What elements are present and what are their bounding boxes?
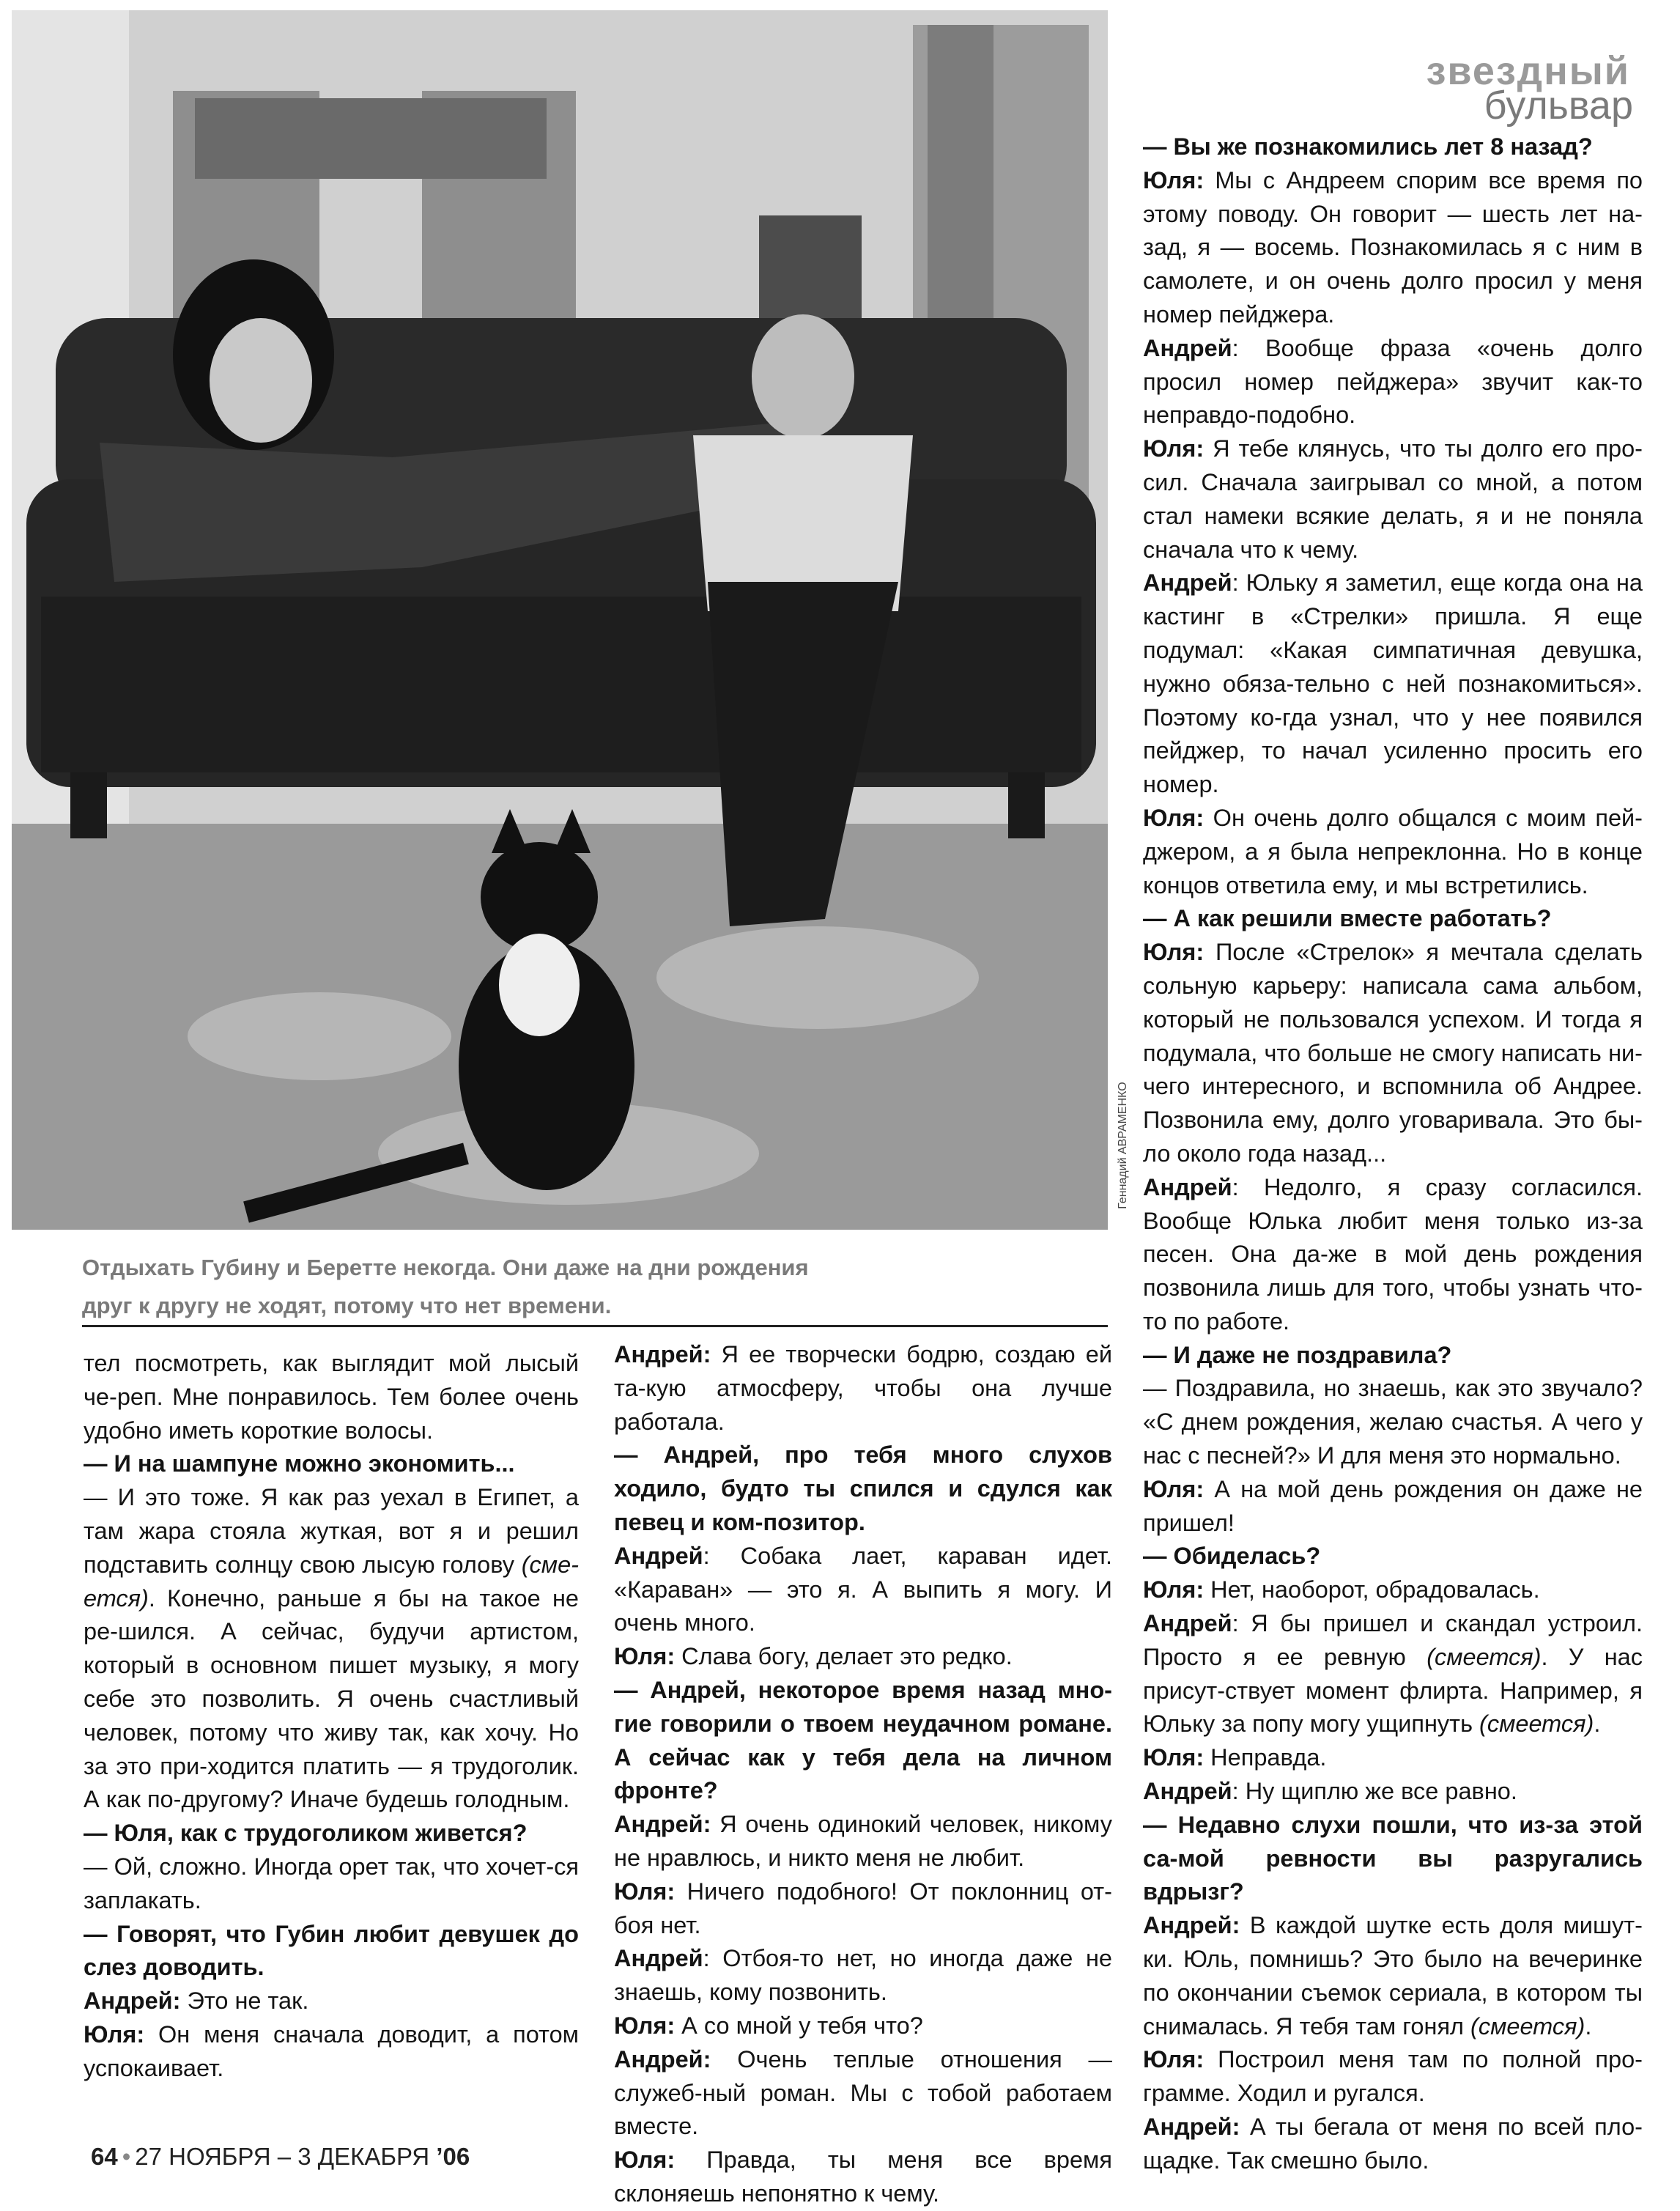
interview-paragraph <box>84 1347 579 1447</box>
interview-paragraph <box>1143 432 1643 566</box>
speaker-name: Юля: <box>614 1643 676 1670</box>
speaker-name: Андрей <box>1143 1173 1232 1200</box>
aside-text: (сме-ется) <box>84 1551 579 1612</box>
interview-question <box>1143 1540 1643 1573</box>
question-text: — Андрей, некоторое время назад мно-гие говорили о твоем неудачном романе. А сейчас как у тебя дела на личном фронте? <box>614 1676 1112 1804</box>
speaker-name: Андрей <box>614 1945 703 1972</box>
question-text: — Обиделась? <box>1143 1543 1321 1570</box>
interview-question <box>84 1817 579 1850</box>
paragraph-text: Это не так. <box>180 1987 309 2015</box>
speaker-name: Андрей: <box>1143 1912 1240 1939</box>
speaker-name: Юля: <box>1143 2046 1205 2073</box>
speaker-name: Юля: <box>1143 166 1205 193</box>
photo-caption <box>82 1249 1108 1325</box>
caption-line: друг к другу не ходят, потому что нет времени. <box>82 1293 612 1318</box>
interview-question <box>614 1439 1112 1539</box>
paragraph-text: Очень теплые отношения — служеб-ный роман. Мы с тобой работаем вместе. <box>614 2045 1112 2140</box>
speaker-name: Юля: <box>1143 804 1205 831</box>
paragraph-text: : Юльку я заметил, еще когда она на кастинг в «Стрелки» пришла. Я еще подумал: «Какая симпатичная девушка, нужно обяза-тельно с ней познакомиться». Поэтому ко-гда узнал, что у нее появился пейджер, то начал усиленно просить его номер. <box>1143 569 1643 798</box>
paragraph-text: Он меня сначала доводит, а потом успокаивает. <box>84 2020 579 2081</box>
interview-paragraph <box>1143 2043 1643 2111</box>
paragraph-text: А со мной у тебя что? <box>675 2012 923 2039</box>
paragraph-text: : Отбоя-то нет, но иногда даже не знаешь, кому позвонить. <box>614 1945 1112 2006</box>
interview-paragraph <box>84 2018 579 2086</box>
paragraph-text: . <box>1594 1710 1601 1738</box>
interview-paragraph <box>1143 802 1643 902</box>
speaker-name: Андрей <box>1143 1610 1232 1637</box>
question-text: — И даже не поздравила? <box>1143 1341 1452 1368</box>
interview-paragraph <box>1143 566 1643 802</box>
paragraph-text: . Конечно, раньше я бы на такое не ре-шился. А сейчас, будучи артистом, который в основном пишет музыку, я могу себе это позволить. Я очень счастливый человек, потому что живу так, как хочу. Но за это при-ходится платить — я трудоголик. А как по-другому? Иначе будешь голодным. <box>84 1584 579 1813</box>
interview-question <box>1143 1809 1643 1909</box>
question-text: — Андрей, про тебя много слухов ходило, будто ты спился и сдулся как певец и ком-позитор. <box>614 1442 1112 1535</box>
speaker-name: Андрей <box>1143 569 1232 597</box>
speaker-name: Юля: <box>1143 435 1205 462</box>
question-text: — Вы же познакомились лет 8 назад? <box>1143 133 1593 160</box>
interview-question <box>84 1918 579 1985</box>
paragraph-text: — Ой, сложно. Иногда орет так, что хочет-ся заплакать. <box>84 1853 579 1913</box>
speaker-name: Андрей: <box>1143 2114 1240 2141</box>
interview-paragraph <box>614 1942 1112 2009</box>
speaker-name: Андрей <box>1143 1778 1232 1805</box>
page-number: 64 <box>91 2143 118 2170</box>
aside-text: (смеется) <box>1426 1643 1542 1670</box>
paragraph-text: : Собака лает, караван идет. «Караван» — это я. А выпить я могу. И очень много. <box>614 1542 1112 1636</box>
paragraph-text: : Я бы пришел и скандал устроил. Просто я ее ревную <box>1143 1610 1643 1670</box>
paragraph-text: Ничего подобного! От поклонниц от-боя нет. <box>614 1878 1112 1938</box>
paragraph-text: А на мой день рождения он даже не пришел! <box>1143 1475 1643 1536</box>
interview-question <box>84 1447 579 1481</box>
section-logo-line1: звездный <box>1426 49 1630 93</box>
interview-paragraph <box>1143 164 1643 332</box>
caption-divider <box>82 1325 1108 1327</box>
interview-paragraph <box>1143 2111 1643 2178</box>
paragraph-text: Я очень одинокий человек, никому не нравлюсь, и никто меня не любит. <box>614 1811 1112 1871</box>
text-column-1 <box>84 1347 579 2086</box>
paragraph-text: : Ну щиплю же все равно. <box>1232 1778 1517 1805</box>
paragraph-text: Построил меня там по полной про-грамме. Ходил и ругался. <box>1143 2046 1643 2107</box>
interview-paragraph <box>614 1338 1112 1439</box>
interview-paragraph <box>1143 1909 1643 2043</box>
speaker-name: Андрей <box>614 1542 703 1569</box>
interview-question <box>1143 902 1643 936</box>
interview-paragraph <box>1143 1607 1643 1741</box>
question-text: — Юля, как с трудоголиком живется? <box>84 1820 528 1847</box>
issue-dates: 27 НОЯБРЯ – 3 ДЕКАБРЯ <box>135 2143 430 2170</box>
paragraph-text: В каждой шутке есть доля мишут-ки. Юль, помнишь? Это было на вечеринке по окончании съемок сериала, в котором ты снималась. Я тебя там гонял <box>1143 1912 1643 2040</box>
text-column-3 <box>1143 130 1643 2178</box>
interview-paragraph <box>1143 936 1643 1171</box>
photo-illustration <box>12 10 1108 1230</box>
speaker-name: Юля: <box>84 2020 145 2048</box>
interview-question <box>1143 130 1643 164</box>
speaker-name: Юля: <box>614 2147 676 2174</box>
paragraph-text: После «Стрелок» я мечтала сделать сольную карьеру: написала сама альбом, который не пользовался успехом. И тогда я подумала, что больше не смогу написать ни-чего интересного, и вспомнила об Андрее. Позвонила ему, долго уговаривала. Это бы-ло около года назад... <box>1143 939 1643 1167</box>
interview-paragraph <box>84 1481 579 1817</box>
photo-credit: Геннадий АВРАМЕНКО <box>1117 1082 1129 1209</box>
interview-paragraph <box>614 1808 1112 1875</box>
question-text: — Говорят, что Губин любит девушек до слез доводить. <box>84 1920 579 1981</box>
interview-paragraph <box>1143 1573 1643 1607</box>
speaker-name: Юля: <box>1143 939 1205 966</box>
interview-paragraph <box>84 1850 579 1918</box>
paragraph-text: — Поздравила, но знаешь, как это звучало? «С днем рождения, желаю счастья. А чего у нас с песней?» И для меня это нормально. <box>1143 1375 1643 1469</box>
section-logo-line2: бульвар <box>1484 84 1633 128</box>
question-text: — Недавно слухи пошли, что из-за этой са-мой ревности вы разругались вдрызг? <box>1143 1811 1643 1905</box>
interview-paragraph <box>614 2144 1112 2211</box>
paragraph-text: Слава богу, делает это редко. <box>675 1643 1013 1670</box>
paragraph-text: А ты бегала от меня по всей пло-щадке. Так смешно было. <box>1143 2114 1643 2174</box>
paragraph-text: — И это тоже. Я как раз уехал в Египет, а там жара стояла жуткая, вот я и решил подставить солнцу свою лысую голову <box>84 1484 579 1578</box>
speaker-name: Андрей: <box>614 2045 711 2072</box>
interview-paragraph <box>614 1540 1112 1640</box>
interview-paragraph <box>1143 1775 1643 1809</box>
interview-paragraph <box>614 1640 1112 1674</box>
speaker-name: Юля: <box>614 1878 676 1905</box>
interview-paragraph <box>614 2009 1112 2043</box>
paragraph-text: Нет, наоборот, обрадовалась. <box>1204 1576 1540 1603</box>
paragraph-text: Правда, ты меня все время склоняешь непонятно к чему. <box>614 2147 1112 2207</box>
text-column-2 <box>614 1338 1112 2211</box>
interview-question <box>1143 1339 1643 1373</box>
question-text: — А как решили вместе работать? <box>1143 905 1552 932</box>
interview-paragraph <box>1143 1741 1643 1775</box>
speaker-name: Юля: <box>1143 1744 1205 1771</box>
paragraph-text: . <box>1585 2012 1592 2040</box>
speaker-name: Андрей: <box>614 1341 711 1367</box>
interview-paragraph <box>614 2043 1112 2144</box>
page-footer: 64 • 27 НОЯБРЯ – 3 ДЕКАБРЯ ’06 <box>91 2143 470 2170</box>
paragraph-text: Я ее творчески бодрю, создаю ей та-кую атмосферу, чтобы она лучше работала. <box>614 1341 1112 1435</box>
issue-year: ’06 <box>436 2143 470 2170</box>
speaker-name: Андрей: <box>84 1987 181 2015</box>
paragraph-text: Я тебе клянусь, что ты долго его про-сил. Сначала заигрывал со мной, а потом стал намеки всякие делать, я и не поняла сначала что к чему. <box>1143 435 1643 563</box>
interview-paragraph <box>84 1985 579 2018</box>
paragraph-text: Мы с Андреем спорим все время по этому поводу. Он говорит — шесть лет на-зад, я — восемь. Познакомилась я с ним в самолете, и он очень долго просил у меня номер пейджера. <box>1143 166 1643 328</box>
caption-line: Отдыхать Губину и Беретте некогда. Они даже на дни рождения <box>82 1255 809 1280</box>
paragraph-text: : Недолго, я сразу согласился. Вообще Юлька любит меня только из-за песен. Она да-же в мой день рождения позвонила лишь для того, чтобы узнать что-то по работе. <box>1143 1173 1643 1335</box>
speaker-name: Юля: <box>614 2012 676 2039</box>
interview-paragraph <box>1143 1473 1643 1540</box>
article-photo <box>12 10 1108 1230</box>
interview-paragraph <box>1143 1171 1643 1339</box>
paragraph-text: тел посмотреть, как выглядит мой лысый че-реп. Мне понравилось. Тем более очень удобно иметь короткие волосы. <box>84 1350 579 1444</box>
interview-paragraph <box>1143 332 1643 432</box>
paragraph-text: Он очень долго общался с моим пей-джером, а я была непреклонна. Но в конце концов ответила ему, и мы встретились. <box>1143 804 1643 898</box>
interview-paragraph <box>614 1875 1112 1943</box>
paragraph-text: Неправда. <box>1204 1744 1327 1771</box>
question-text: — И на шампуне можно экономить... <box>84 1450 515 1477</box>
speaker-name: Андрей <box>1143 334 1232 361</box>
paragraph-text: . У нас присут-ствует момент флирта. Например, я Юльку за попу могу ущипнуть <box>1143 1643 1643 1738</box>
speaker-name: Андрей: <box>614 1811 711 1838</box>
aside-text: (смеется) <box>1479 1710 1594 1738</box>
paragraph-text: : Вообще фраза «очень долго просил номер пейджера» звучит как-то неправдо-подобно. <box>1143 334 1643 429</box>
interview-paragraph <box>1143 1372 1643 1472</box>
speaker-name: Юля: <box>1143 1475 1205 1502</box>
speaker-name: Юля: <box>1143 1576 1205 1603</box>
aside-text: (смеется) <box>1470 2012 1585 2040</box>
section-logo <box>1426 49 1633 128</box>
interview-question <box>614 1674 1112 1808</box>
